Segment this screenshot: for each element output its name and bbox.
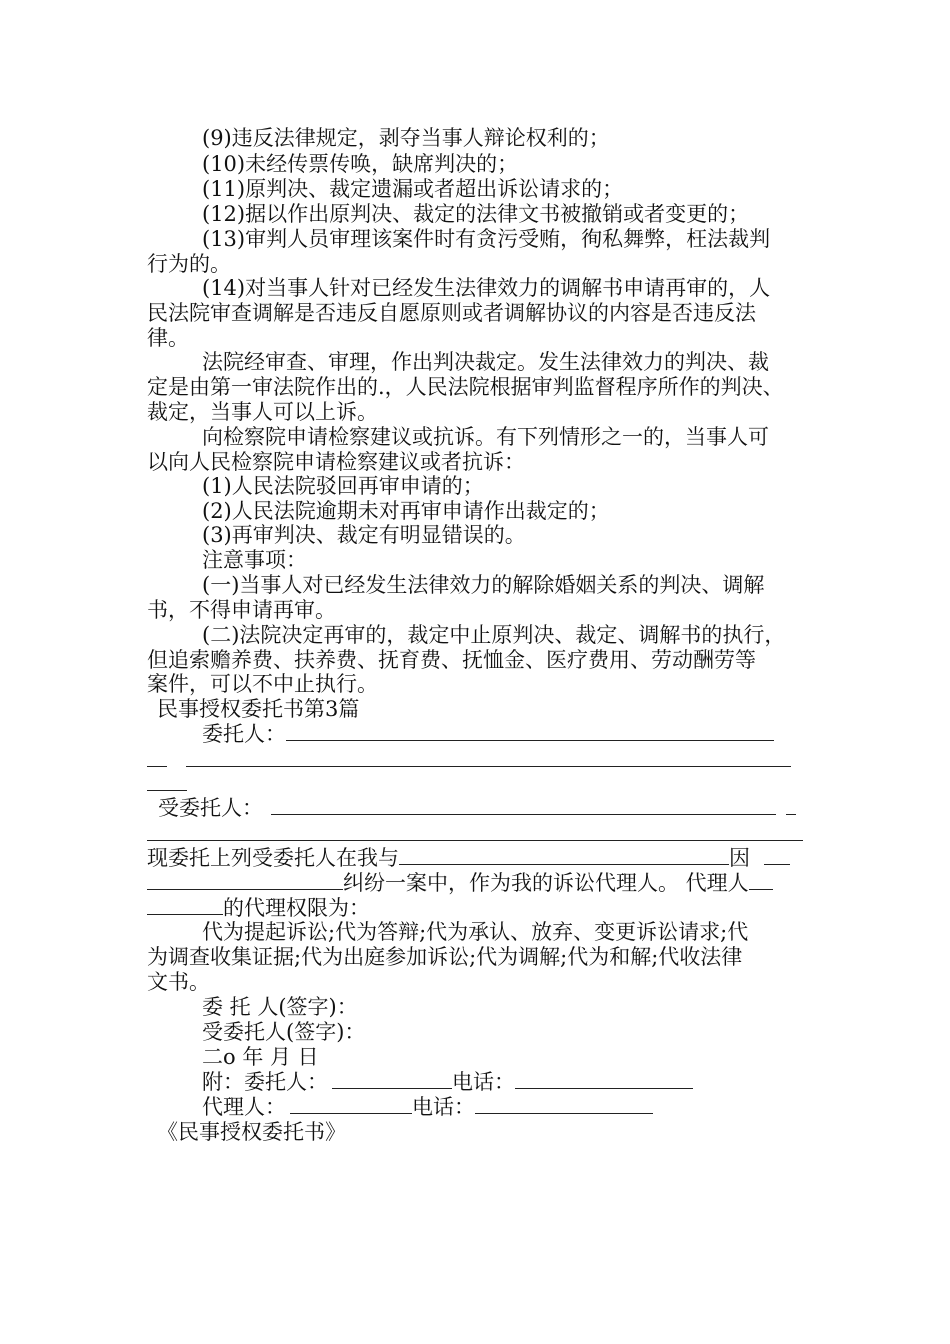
agent-blank xyxy=(271,798,776,815)
note-1-line1: (一)当事人对已经发生法律效力的解除婚姻关系的判决、调解 xyxy=(202,573,765,597)
entrust-row-1 xyxy=(147,846,790,870)
clause-14-line2: 民法院审查调解是否违反自愿原则或者调解协议的内容是否违反法 xyxy=(147,301,756,325)
powers-line2: 为调查收集证据;代为出庭参加诉讼;代为调解;代为和解;代收法律 xyxy=(147,945,743,969)
blank-line xyxy=(290,1097,412,1114)
attachment-entrustor-label: 附：委托人： xyxy=(202,1070,328,1094)
dispute-blank xyxy=(147,873,343,890)
entrust-row-3 xyxy=(147,896,370,920)
notes-heading: 注意事项： xyxy=(202,548,307,572)
clause-13-line1: (13)审判人员审理该案件时有贪污受贿，徇私舞弊，枉法裁判 xyxy=(202,227,771,251)
attachment-agent-label: 代理人： xyxy=(202,1095,286,1119)
note-2-line3: 案件，可以不中止执行。 xyxy=(147,672,378,696)
clause-10: (10)未经传票传唤，缺席判决的； xyxy=(202,152,519,176)
entrustor-blank xyxy=(286,724,774,741)
blank-line xyxy=(186,750,791,767)
condition-1: (1)人民法院驳回再审申请的； xyxy=(202,474,484,498)
attachment-agent-row xyxy=(202,1095,653,1119)
entrustor-blank-row3 xyxy=(147,772,187,796)
date-line: 二o 年 月 日 xyxy=(202,1045,319,1069)
blank-line xyxy=(147,824,803,841)
attachment-phone-label: 电话： xyxy=(452,1070,515,1094)
agent-blank-row2 xyxy=(147,822,803,846)
paragraph-procuratorate-line1: 向检察院申请检察建议或抗诉。有下列情形之一的，当事人可 xyxy=(202,425,769,449)
agent-name-blank xyxy=(147,898,223,915)
clause-9: (9)违反法律规定，剥夺当事人辩论权利的； xyxy=(202,126,610,150)
blank-line xyxy=(749,873,773,890)
agent-label: 受委托人： xyxy=(158,796,263,820)
footer-title: 《民事授权委托书》 xyxy=(157,1120,346,1144)
agent-row xyxy=(158,796,796,820)
clause-12: (12)据以作出原判决、裁定的法律文书被撤销或者变更的； xyxy=(202,202,750,226)
clause-14-line1: (14)对当事人针对已经发生法律效力的调解书申请再审的，人 xyxy=(202,276,771,300)
note-1-line2: 书，不得申请再审。 xyxy=(147,598,336,622)
signature-entrustor: 委 托 人(签字)： xyxy=(202,995,358,1019)
condition-2: (2)人民法院逾期未对再审申请作出裁定的； xyxy=(202,499,610,523)
blank-line xyxy=(147,750,167,767)
clause-11: (11)原判决、裁定遗漏或者超出诉讼请求的； xyxy=(202,177,624,201)
paragraph-procuratorate-line2: 以向人民检察院申请检察建议或者抗诉： xyxy=(147,450,525,474)
condition-3: (3)再审判决、裁定有明显错误的。 xyxy=(202,523,526,547)
entrustor-row xyxy=(202,722,774,746)
blank-line xyxy=(786,798,796,815)
powers-line3: 文书。 xyxy=(147,970,210,994)
blank-line xyxy=(332,1072,452,1089)
blank-line xyxy=(147,774,187,791)
paragraph-review-line1: 法院经审查、审理，作出判决裁定。发生法律效力的判决、裁 xyxy=(202,350,769,374)
blank-line xyxy=(515,1072,693,1089)
entrustor-blank-row2 xyxy=(147,748,791,772)
signature-agent: 受委托人(签字)： xyxy=(202,1020,366,1044)
entrust-text-c: 纠纷一案中，作为我的诉讼代理人。 代理人 xyxy=(343,871,749,895)
blank-line xyxy=(764,848,790,865)
entrust-row-2 xyxy=(147,871,773,895)
entrust-text-d: 的代理权限为： xyxy=(223,896,370,920)
clause-14-line3: 律。 xyxy=(147,326,189,350)
opponent-blank xyxy=(399,848,729,865)
entrustor-label: 委托人： xyxy=(202,722,286,746)
clause-13-line2: 行为的。 xyxy=(147,252,231,276)
blank-line xyxy=(475,1097,653,1114)
attachment-phone-label-2: 电话： xyxy=(412,1095,475,1119)
powers-line1: 代为提起诉讼;代为答辩;代为承认、放弃、变更诉讼请求;代 xyxy=(202,920,749,944)
note-2-line2: 但追索赡养费、扶养费、抚育费、抚恤金、医疗费用、劳动酬劳等 xyxy=(147,648,756,672)
section-heading: 民事授权委托书第3篇 xyxy=(157,697,360,721)
note-2-line1: (二)法院决定再审的，裁定中止原判决、裁定、调解书的执行， xyxy=(202,623,786,647)
entrust-text-b: 因 xyxy=(729,846,750,870)
entrust-text-a: 现委托上列受委托人在我与 xyxy=(147,846,399,870)
attachment-entrustor-row xyxy=(202,1070,693,1094)
paragraph-review-line3: 裁定，当事人可以上诉。 xyxy=(147,400,378,424)
paragraph-review-line2: 定是由第一审法院作出的.，人民法院根据审判监督程序所作的判决、 xyxy=(147,375,784,399)
